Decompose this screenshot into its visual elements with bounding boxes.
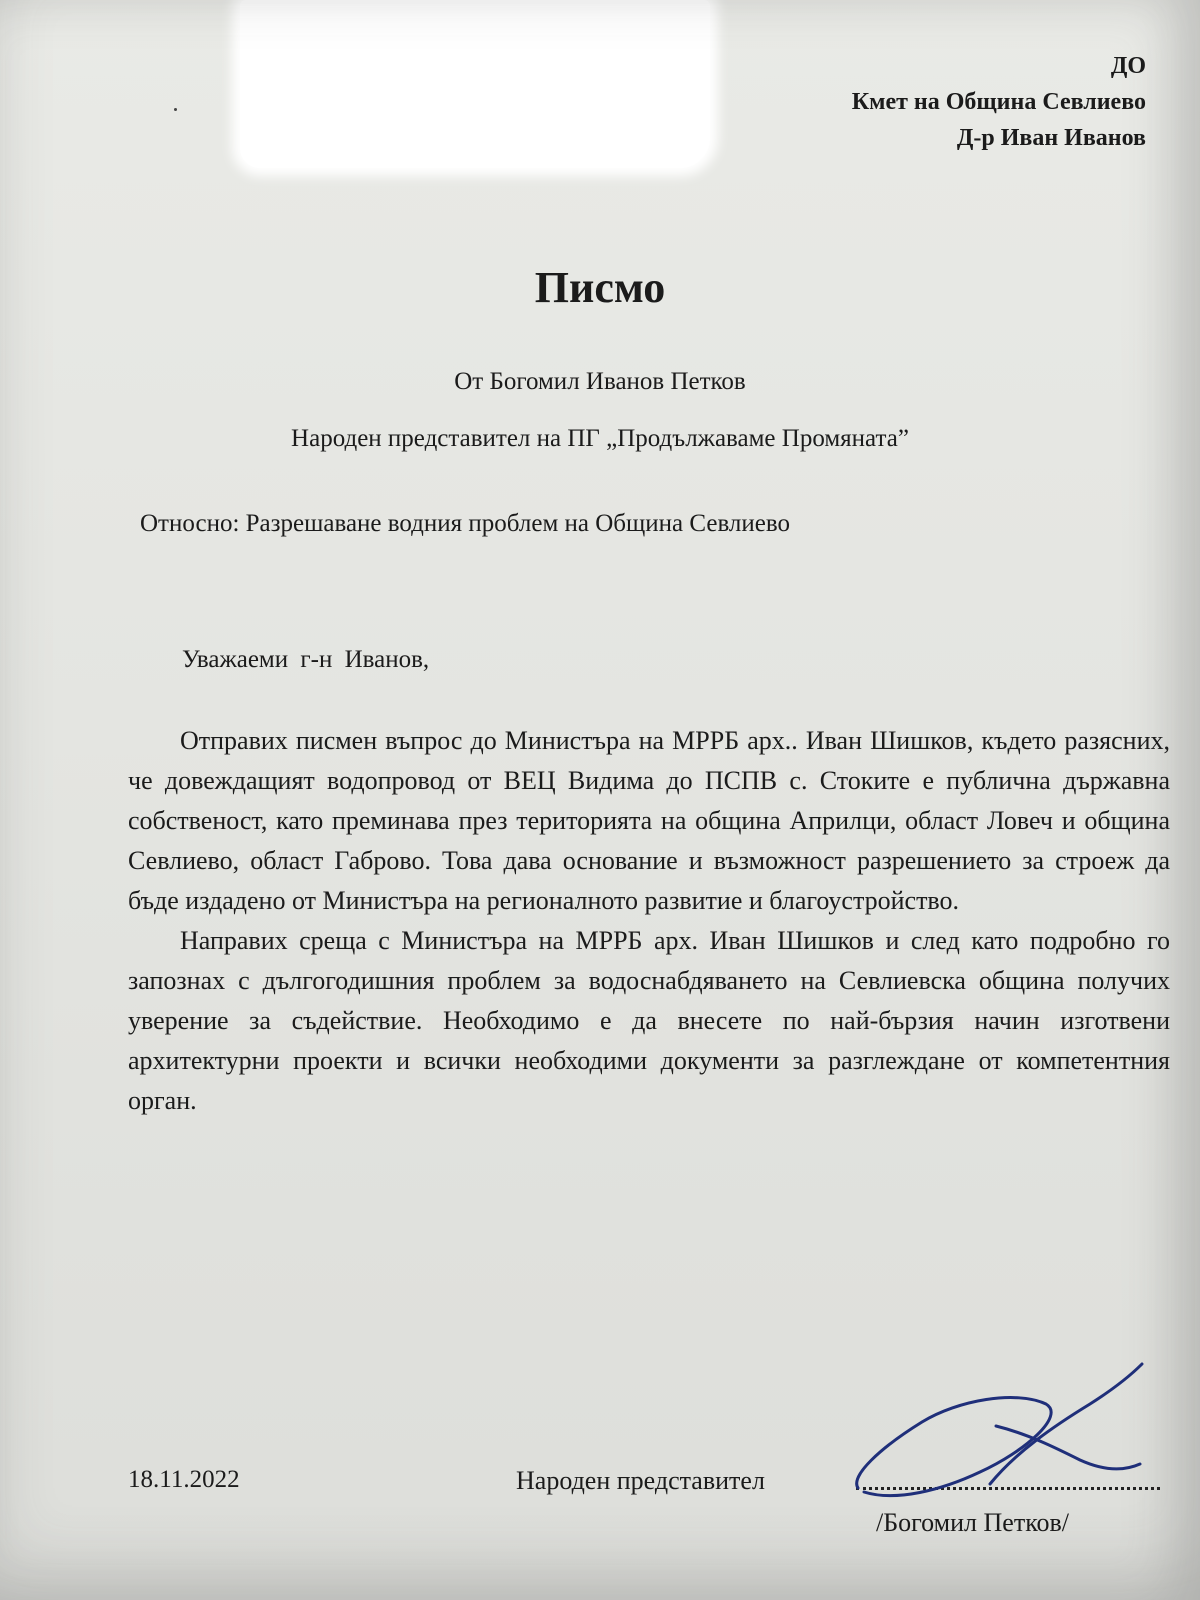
signer-label: Народен представител bbox=[516, 1466, 765, 1495]
sender-role-line: Народен представител на ПГ „Продължаваме Промяната” bbox=[291, 425, 909, 452]
letter-body bbox=[128, 721, 1170, 1121]
signature-tail-stroke bbox=[996, 1426, 1140, 1469]
redacted-header-block bbox=[240, 0, 710, 168]
addressee-to: ДО bbox=[1110, 53, 1146, 79]
sender-from-line: От Богомил Иванов Петков bbox=[454, 368, 746, 395]
body-paragraph-2: Направих среща с Министъра на МРРБ арх. Иван Шишков и след като подробно го запознах с дългогодишния проблем за водоснабдяването на Севлиевска община получих уверение за съдействие. Необходимо е да внесете по най-бързия начин изготвени архитектурни проекти и всички необходими документи за разглеждане от компетентния орган. bbox=[128, 926, 1170, 1115]
letter-date: 18.11.2022 bbox=[128, 1466, 240, 1493]
greeting: Уважаеми г-н Иванов, bbox=[182, 646, 430, 673]
subject-line: Относно: Разрешаване водния проблем на Община Севлиево bbox=[140, 510, 791, 537]
signer-name: /Богомил Петков/ bbox=[876, 1508, 1070, 1537]
paper-speck bbox=[174, 108, 177, 111]
addressee-block bbox=[852, 48, 1146, 156]
signature-loop-stroke bbox=[857, 1398, 1051, 1496]
handwritten-signature-icon bbox=[840, 1360, 1160, 1510]
body-paragraph-1: Отправих писмен въпрос до Министъра на МРРБ арх.. Иван Шишков, където разясних, че довеждащият водопровод от ВЕЦ Видима до ПСПВ с. Стоките е публична държавна собственост, като преминава през територията на община Априлци, област Ловеч и община Севлиево, област Габрово. Това дава основание и възможност разрешението за строеж да бъде издадено от Министъра на регионалното развитие и благоустройство. bbox=[128, 726, 1170, 915]
document-title: Писмо bbox=[534, 263, 666, 312]
addressee-name: Д-р Иван Иванов bbox=[956, 125, 1146, 151]
addressee-position: Кмет на Община Севлиево bbox=[851, 89, 1146, 115]
signature-rise-stroke bbox=[990, 1364, 1142, 1484]
